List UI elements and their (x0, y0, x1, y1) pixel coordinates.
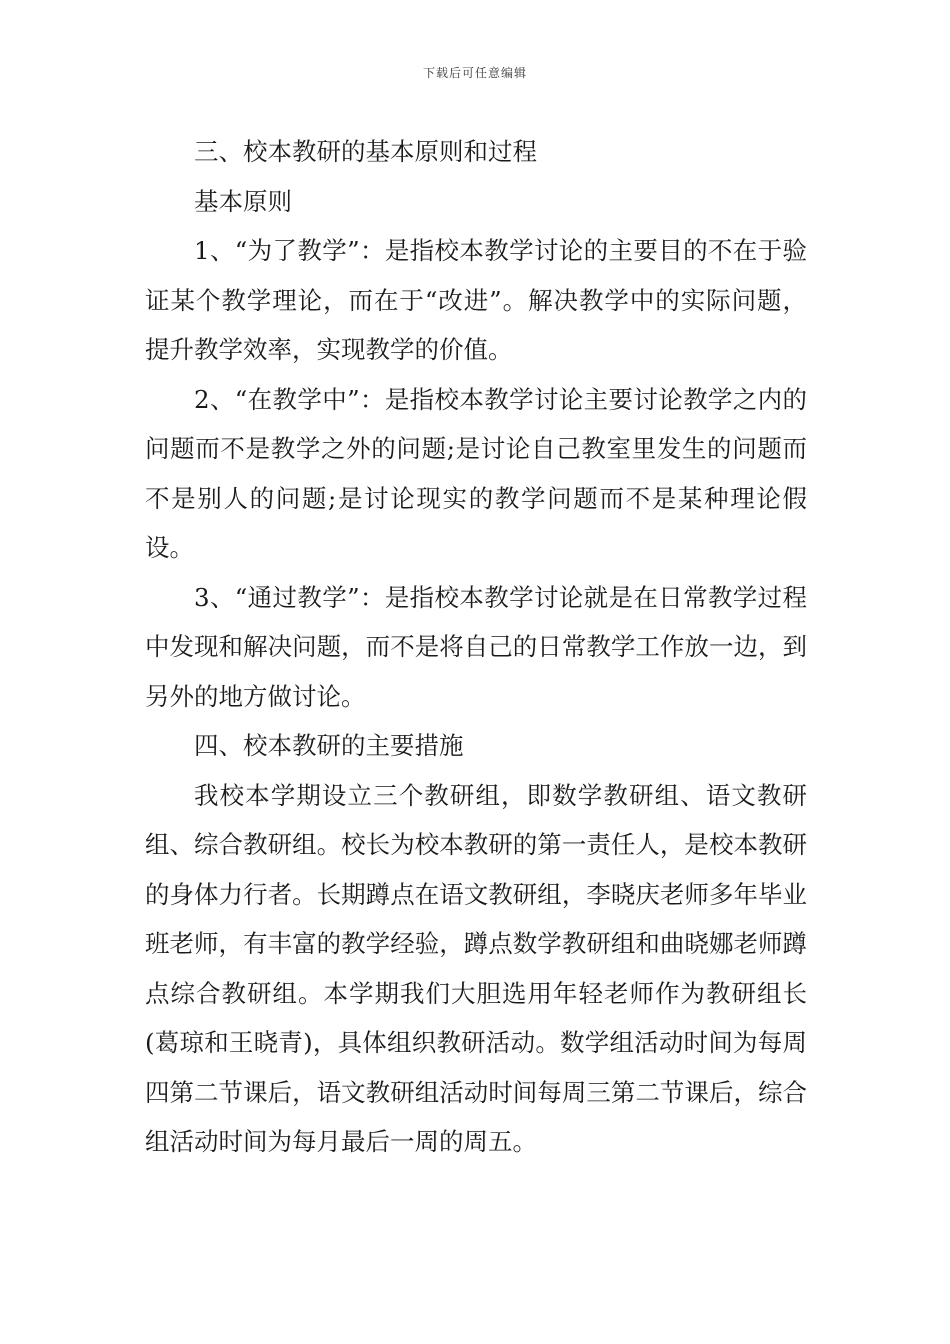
document-body (145, 127, 807, 1167)
page-header: 下载后可任意编辑 (422, 66, 527, 80)
section-heading-principles: 三、校本教研的基本原则和过程 (194, 137, 537, 166)
measures-paragraph: 我校本学期设立三个教研组，即数学教研组、语文教研组、综合教研组。校长为校本教研的第一责任人，是校本教研的身体力行者。长期蹲点在语文教研组，李晓庆老师多年毕业班老师，有丰富的教学经验，蹲点数学教研组和曲晓娜老师蹲点综合教研组。本学期我们大胆选用年轻老师作为教研组长(葛琼和王晓青)，具体组织教研活动。数学组活动时间为每周四第二节课后，语文教研组活动时间每周三第二节课后，综合组活动时间为每月最后一周的周五。 (145, 780, 807, 1156)
subheading-basic-principles: 基本原则 (194, 186, 292, 216)
principle-2-paragraph: 2、“在教学中”：是指校本教学讨论主要讨论教学之内的问题而不是教学之外的问题;是讨论自己教室里发生的问题而不是别人的问题;是讨论现实的教学问题而不是某种理论假设。 (145, 384, 807, 562)
section-heading-measures: 四、校本教研的主要措施 (194, 731, 464, 760)
principle-1-paragraph: 1、“为了教学”：是指校本教学讨论的主要目的不在于验证某个教学理论，而在于“改进”。解决教学中的实际问题，提升教学效率，实现教学的价值。 (145, 236, 807, 364)
principle-3-paragraph: 3、“通过教学”：是指校本教学讨论就是在日常教学过程中发现和解决问题，而不是将自己的日常教学工作放一边，到另外的地方做讨论。 (145, 582, 807, 711)
